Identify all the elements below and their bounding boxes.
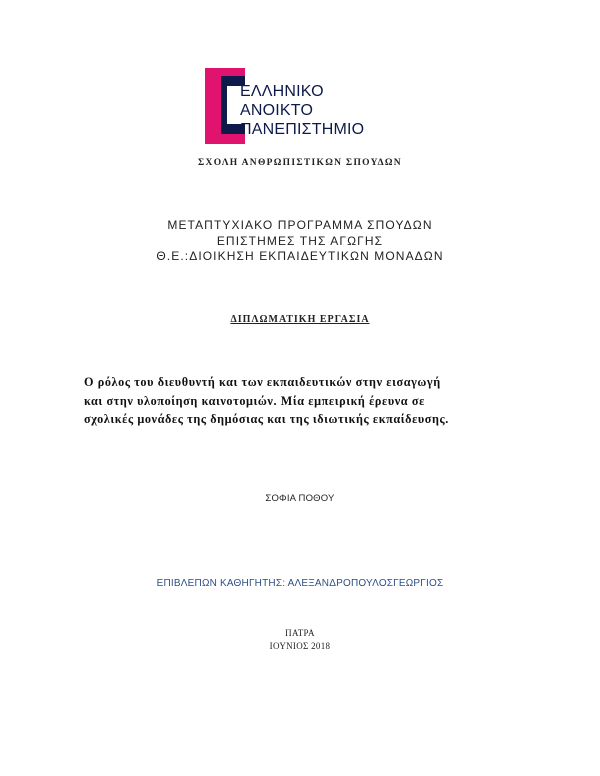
program-line-2: ΕΠΙΣΤΗΜΕΣ ΤΗΣ ΑΓΩΓΗΣ bbox=[216, 233, 384, 248]
place: ΠΑΤΡΑ bbox=[285, 628, 315, 638]
program-block bbox=[0, 218, 600, 265]
logo-line-3: ΠΑΝΕΠΙΣΤΗΜΙΟ bbox=[240, 121, 365, 138]
logo-mark-icon bbox=[205, 68, 245, 144]
thesis-label: ΔΙΠΛΩΜΑΤΙΚΗ ΕΡΓΑΣΙΑ bbox=[230, 314, 370, 325]
title-line-1: Ο ρόλος του διευθυντή και των εκπαιδευτικών στην εισαγωγή bbox=[84, 375, 441, 389]
date: ΙΟΥΝΙΟΣ 2018 bbox=[269, 641, 331, 651]
logo-wordmark bbox=[240, 82, 410, 139]
logo-line-2: ΑΝΟΙΚΤΟ bbox=[240, 102, 314, 119]
program-line-3: Θ.Ε.:ΔΙΟΙΚΗΣΗ ΕΚΠΑΙΔΕΥΤΙΚΩΝ ΜΟΝΑΔΩΝ bbox=[156, 249, 444, 263]
supervisor: ΕΠΙΒΛΕΠΩΝ ΚΑΘΗΓΗΤΗΣ: ΑΛΕΞΑΝΔΡΟΠΟΥΛΟΣΓΕΩΡΓΙΟΣ bbox=[156, 578, 444, 589]
school-name: ΣΧΟΛΗ ΑΝΘΡΩΠΙΣΤΙΚΩΝ ΣΠΟΥΔΩΝ bbox=[198, 158, 402, 168]
logo-line-1: ΕΛΛΗΝΙΚΟ bbox=[240, 83, 324, 100]
program-line-1: ΜΕΤΑΠΤΥΧΙΑΚΟ ΠΡΟΓΡΑΜΜΑ ΣΠΟΥΔΩΝ bbox=[167, 218, 433, 232]
title-line-2: και στην υλοποίηση καινοτομιών. Μία εμπειρική έρευνα σε bbox=[84, 393, 425, 408]
thesis-title bbox=[84, 373, 524, 429]
place-date-block bbox=[0, 627, 600, 653]
title-line-3: σχολικές μονάδες της δημόσιας και της ιδιωτικής εκπαίδευσης. bbox=[84, 412, 449, 426]
author-name: ΣΟΦΙΑ ΠΟΘΟΥ bbox=[265, 493, 335, 504]
